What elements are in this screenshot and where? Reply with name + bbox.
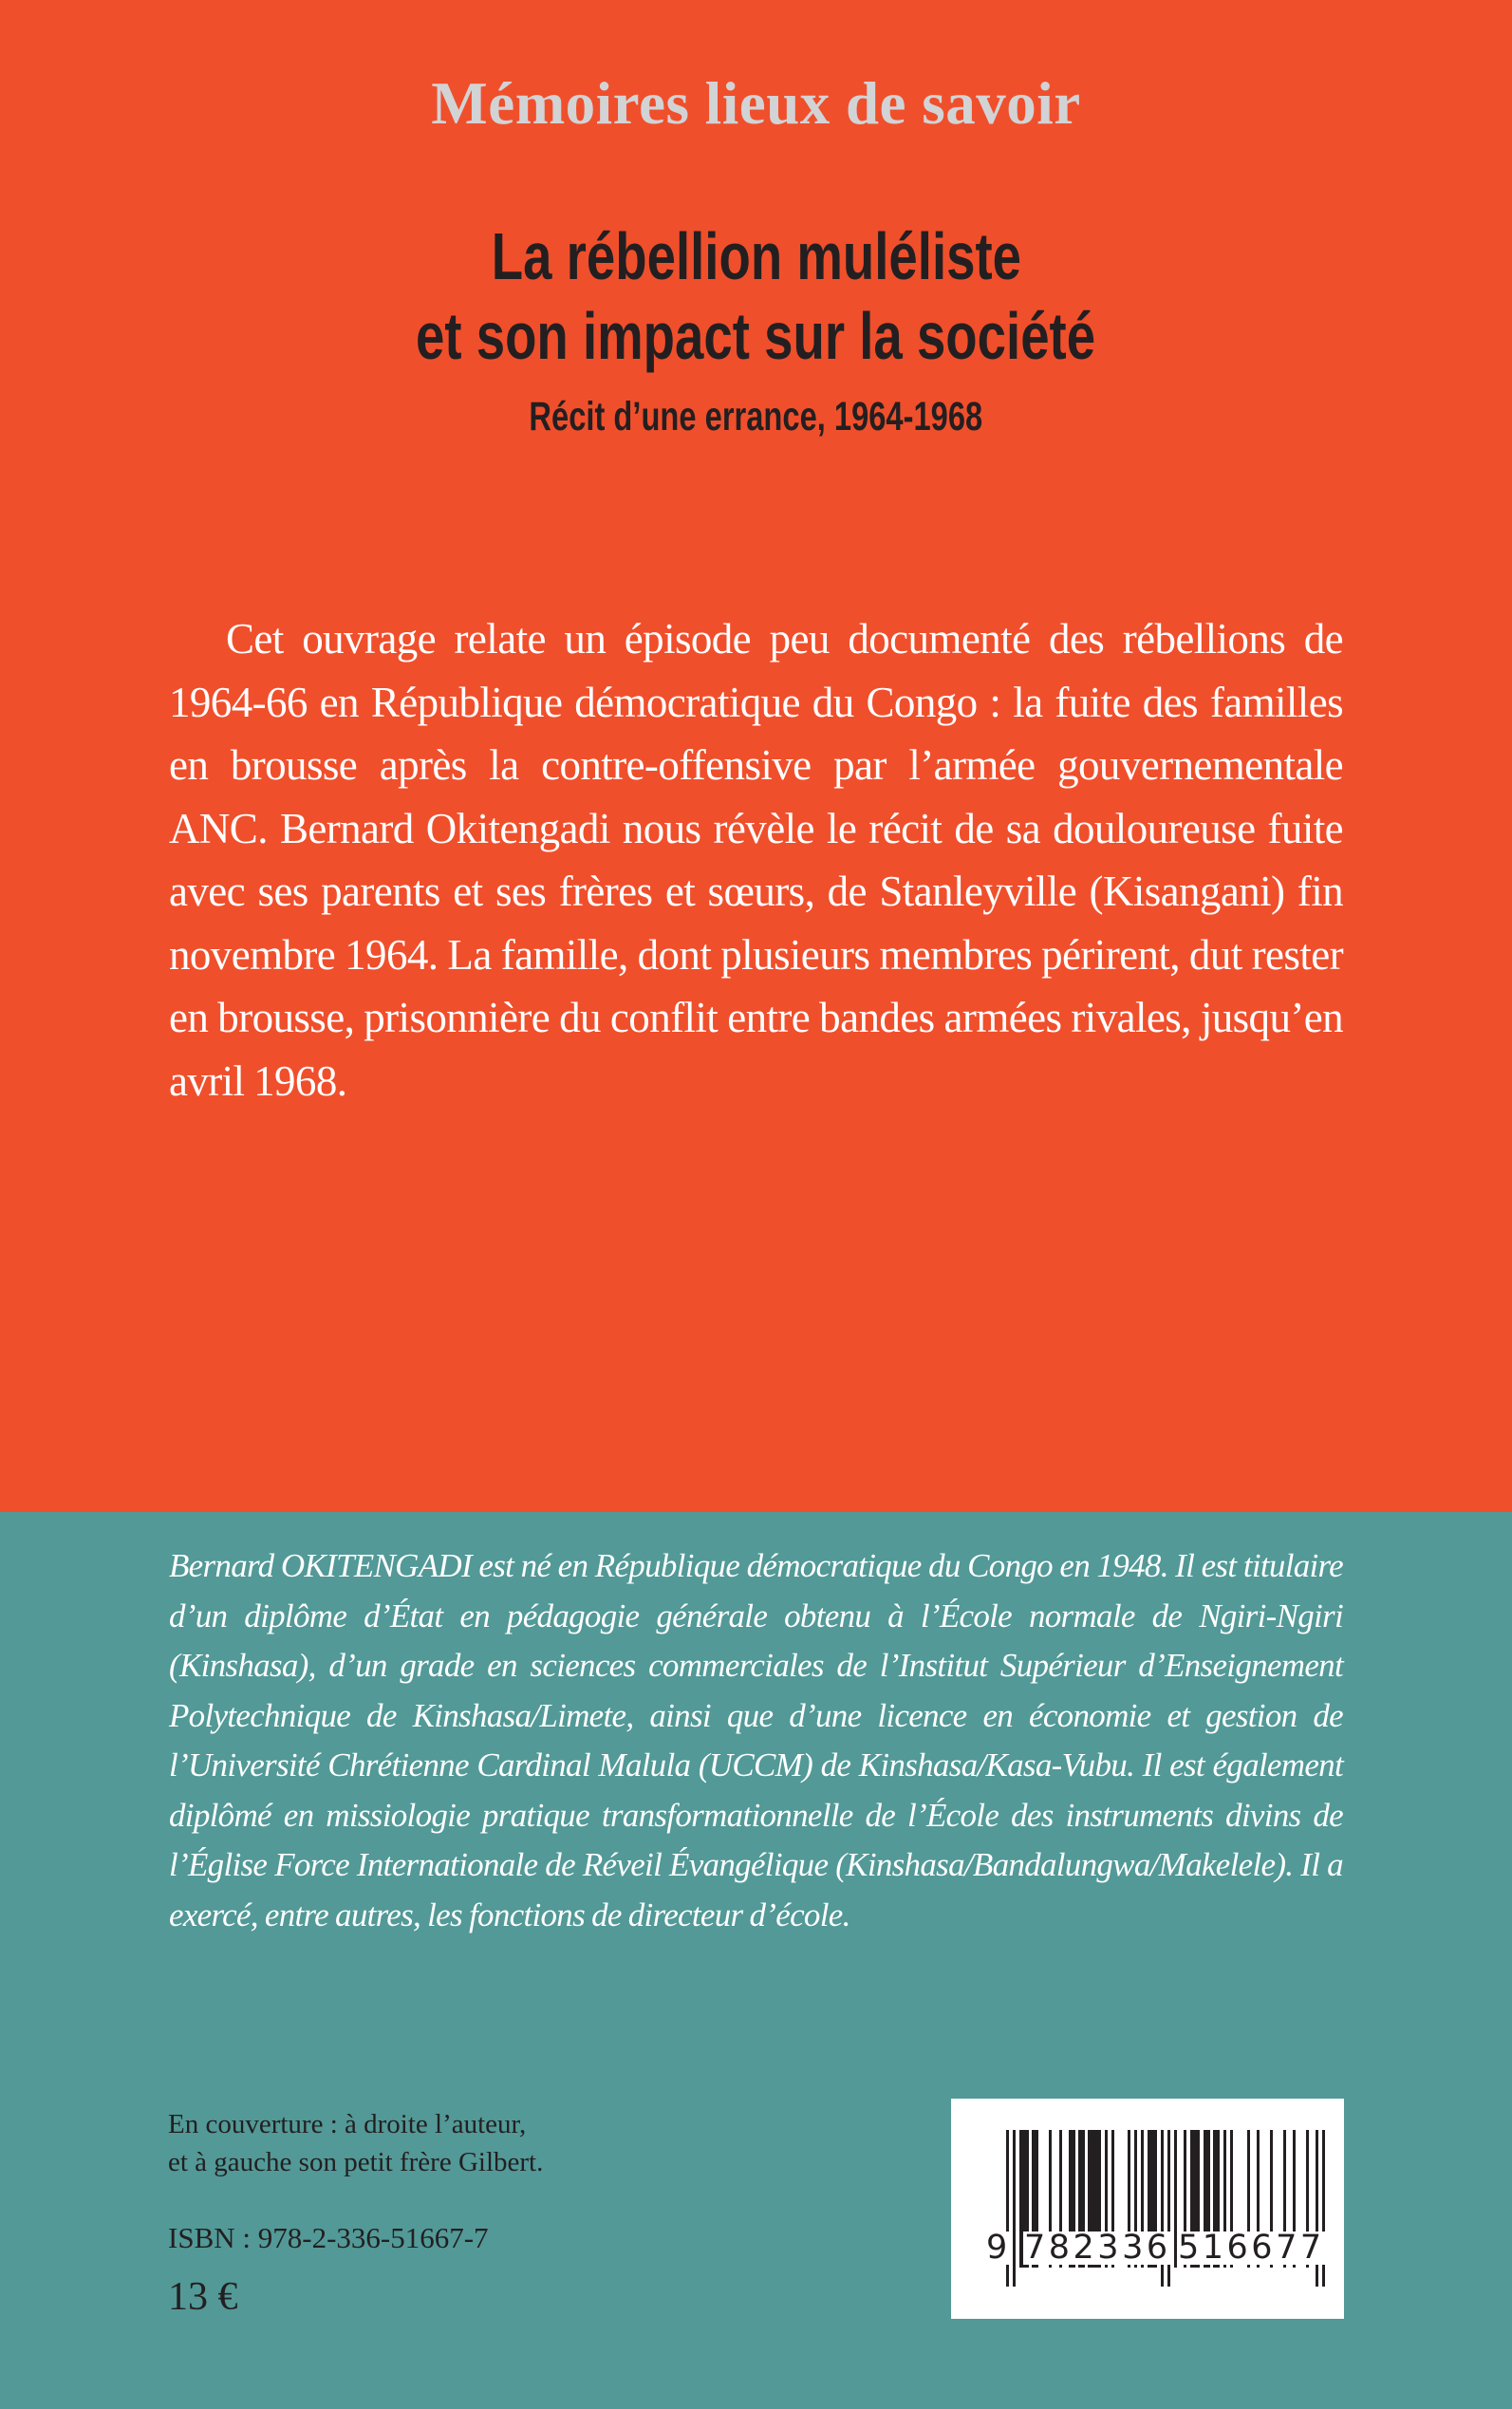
isbn-label: ISBN : 978-2-336-51667-7 (168, 2221, 489, 2254)
book-title-line-2: et son impact sur la société (416, 299, 1096, 373)
barcode-digits-right: 516677 (1178, 2229, 1325, 2267)
author-bio: Bernard OKITENGADI est né en République démocratique du Congo en 1948. Il est titulaire d’un diplôme d’État en pédagogie générale obtenu à l’École normale de Ngiri-Ngiri (Kinshasa), d’un grade en sciences commerciales de l’Institut Supérieur d’Enseignement Polytechnique de Kinshasa/Limete, ainsi que d’une licence en économie et gestion de l’Université Chrétienne Cardinal Malula (UCCM) de Kinshasa/Kasa-Vubu. Il est également diplômé en missiologie pratique transformationnelle de l’École des instruments divins de l’Église Force Internationale de Réveil Évangélique (Kinshasa/Bandalungwa/Makelele). Il a exercé, entre autres, les fonctions de directeur d’école. (169, 1547, 1343, 1933)
book-title-line-1: La rébellion muléliste (491, 219, 1021, 293)
series-name: Mémoires lieux de savoir (431, 70, 1081, 137)
barcode-digit-lead: 9 (986, 2229, 1011, 2267)
book-subtitle (0, 394, 1512, 439)
price-label: 13 € (168, 2275, 238, 2319)
book-subtitle-text: Récit d’une errance, 1964-1968 (529, 394, 983, 439)
cover-photo-caption (168, 2105, 832, 2181)
barcode-digits-left: 782336 (1024, 2229, 1171, 2267)
cover-photo-caption-line-1: En couverture : à droite l’auteur, (168, 2109, 527, 2139)
cover-photo-caption-line-2: et à gauche son petit frère Gilbert. (168, 2147, 544, 2177)
barcode (951, 2099, 1344, 2319)
book-blurb: Cet ouvrage relate un épisode peu documenté des rébellions de 1964-66 en République démocratique du Congo : la fuite des familles en brousse après la contre-offensive par l’armée gouvernementale ANC. Bernard Okitengadi nous révèle le récit de sa douloureuse fuite avec ses parents et ses frères et sœurs, de Stanleyville (Kisangani) fin novembre 1964. La famille, dont plusieurs membres périrent, dut rester en brousse, prisonnière du conflit entre bandes armées rivales, jusqu’en avril 1968. (169, 615, 1343, 1105)
book-title (0, 216, 1512, 376)
barcode-digits (951, 2229, 1344, 2288)
